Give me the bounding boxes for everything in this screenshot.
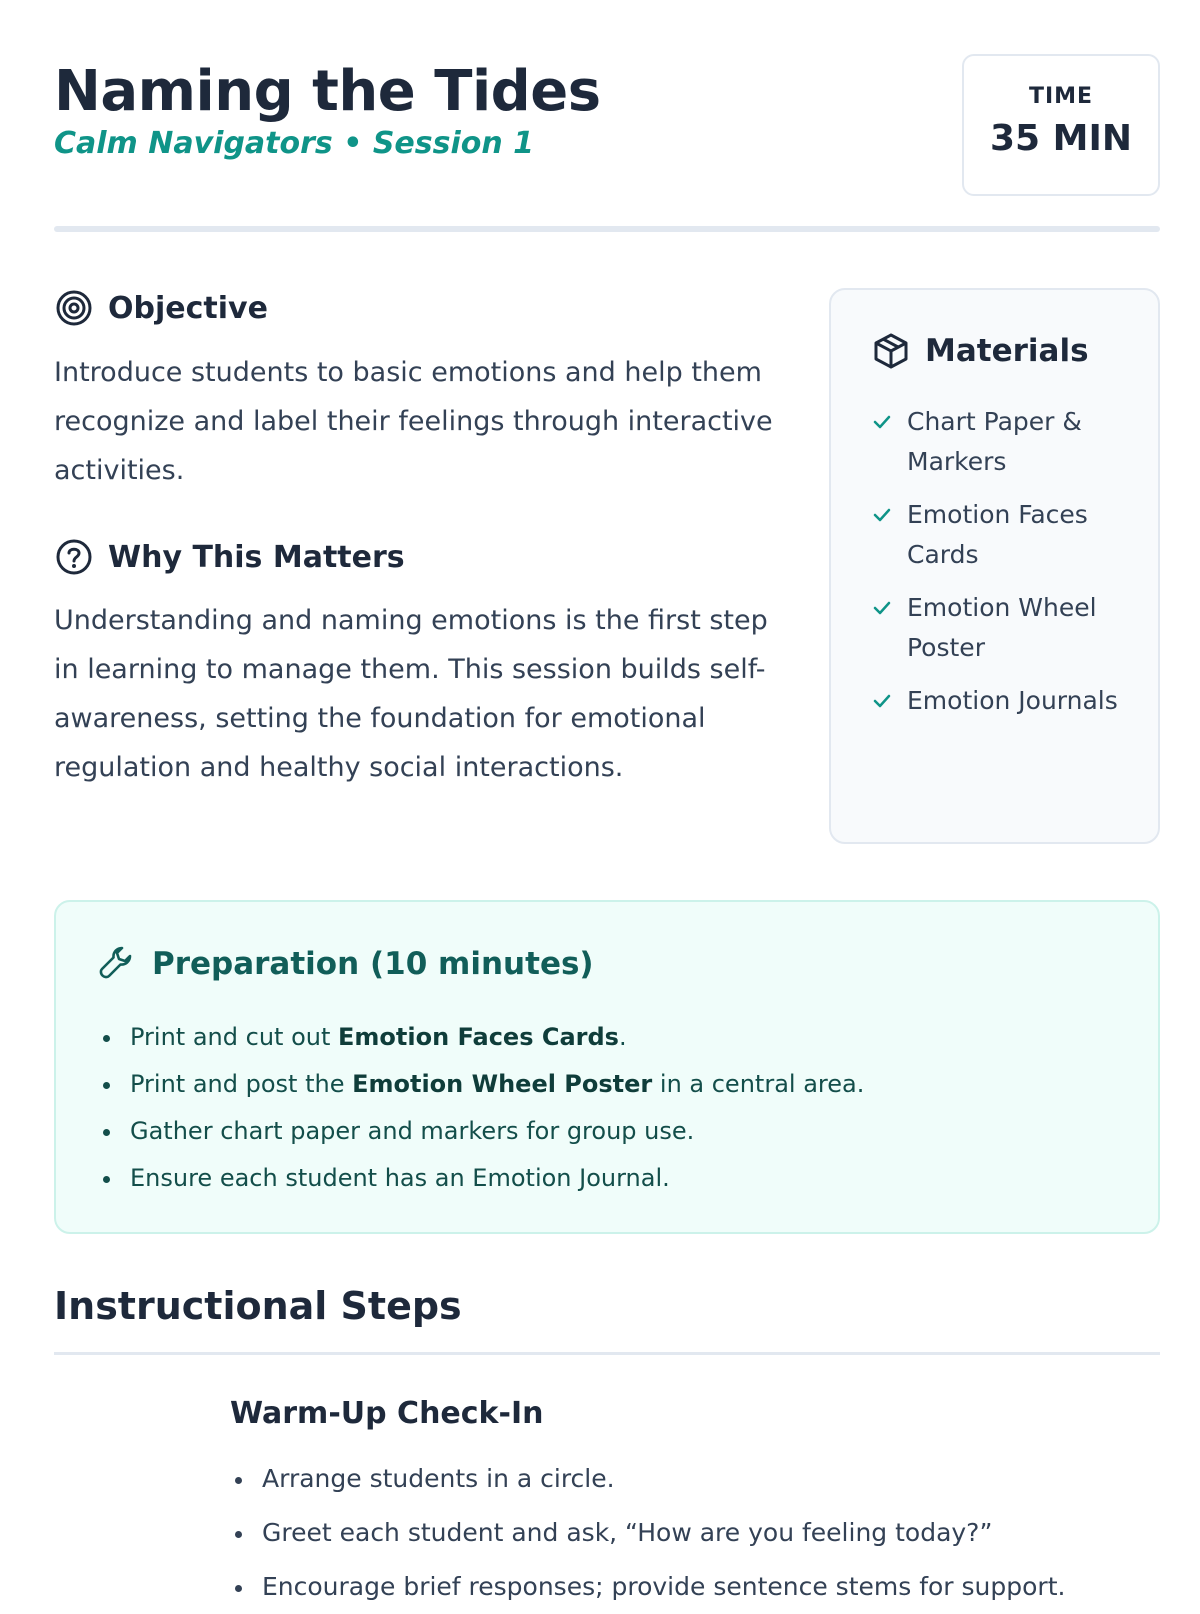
target-icon xyxy=(54,288,94,328)
list-item: Ensure each student has an Emotion Journal. xyxy=(98,1155,864,1202)
header-divider xyxy=(54,226,1160,232)
check-icon xyxy=(873,588,895,628)
objective-heading xyxy=(54,288,268,328)
why-heading-label: Why This Matters xyxy=(108,539,405,575)
preparation-panel xyxy=(54,900,1160,1234)
materials-heading xyxy=(873,332,1089,370)
material-label: Emotion Journals xyxy=(907,686,1118,715)
objective-heading-label: Objective xyxy=(108,290,268,326)
list-item: Gather chart paper and markers for group use. xyxy=(98,1108,864,1155)
box-icon xyxy=(873,332,911,370)
step-list xyxy=(230,1452,1065,1614)
list-item: Greet each student and ask, “How are you feeling today?” xyxy=(230,1506,1065,1560)
list-item: Arrange students in a circle. xyxy=(230,1452,1065,1506)
check-icon xyxy=(873,681,895,721)
step-title: Warm-Up Check-In xyxy=(230,1396,544,1431)
check-icon xyxy=(873,402,895,442)
list-item xyxy=(873,681,1143,721)
steps-divider xyxy=(54,1352,1160,1355)
why-text: Understanding and naming emotions is the first step in learning to manage them. This session builds self-awareness, setting the foundation for emotional regulation and healthy social interactions. xyxy=(54,605,768,783)
page-title: Naming the Tides xyxy=(54,59,601,124)
list-item xyxy=(873,495,1143,575)
material-label: Emotion Wheel Poster xyxy=(907,593,1097,662)
steps-heading: Instructional Steps xyxy=(54,1284,462,1328)
wrench-icon xyxy=(98,944,138,984)
objective-text: Introduce students to basic emotions and help them recognize and label their feelings through interactive activities. xyxy=(54,357,773,486)
check-icon xyxy=(873,495,895,535)
list-item xyxy=(873,588,1143,668)
lesson-header xyxy=(54,48,1160,198)
materials-heading-label: Materials xyxy=(925,333,1089,369)
why-heading xyxy=(54,537,405,577)
page-subtitle: Calm Navigators • Session 1 xyxy=(54,126,535,161)
time-label: TIME xyxy=(1028,84,1094,109)
time-value: 35 MIN xyxy=(990,118,1132,159)
material-label: Chart Paper & Markers xyxy=(907,407,1082,476)
question-circle-icon xyxy=(54,537,94,577)
materials-panel xyxy=(829,288,1160,844)
materials-list xyxy=(873,402,1143,734)
preparation-heading xyxy=(98,944,594,984)
time-box xyxy=(962,54,1160,196)
list-item: Print and cut out Emotion Faces Cards. xyxy=(98,1014,864,1061)
material-label: Emotion Faces Cards xyxy=(907,500,1088,569)
preparation-heading-label: Preparation (10 minutes) xyxy=(152,946,594,982)
list-item: Print and post the Emotion Wheel Poster in a central area. xyxy=(98,1061,864,1108)
list-item xyxy=(873,402,1143,482)
preparation-list xyxy=(98,1014,864,1202)
list-item: Encourage brief responses; provide sentence stems for support. xyxy=(230,1560,1065,1614)
